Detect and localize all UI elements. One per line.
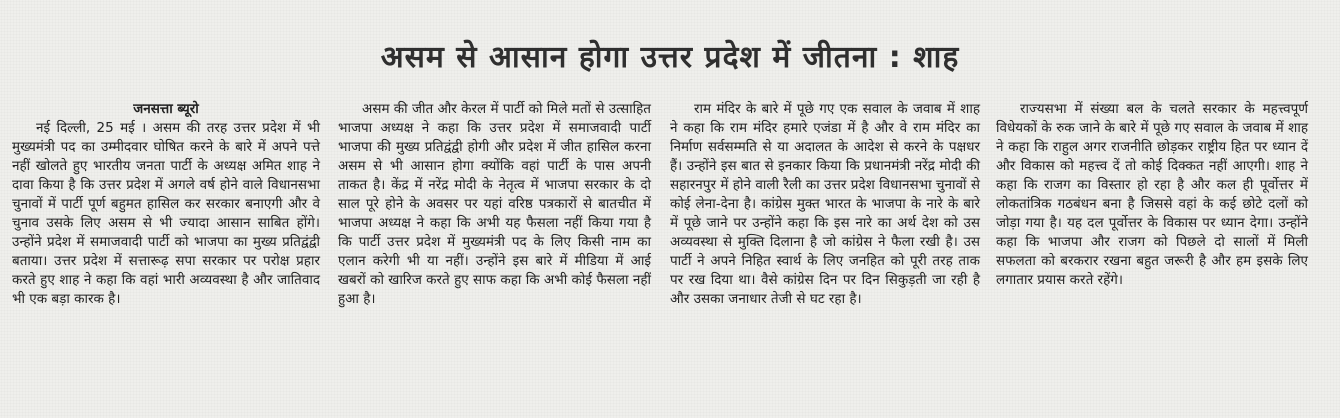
column-1-text: नई दिल्ली, 25 मई । असम की तरह उत्तर प्रदेश में भी मुख्यमंत्री पद का उम्मीदवार घोषित करने के बारे में अपने पत्ते नहीं खोलते हुए भारतीय जनता पार्टी के अध्यक्ष अमित शाह ने दावा किया है कि उत्तर प्रदेश में अगले वर्ष होने वाले विधानसभा चुनावों में पार्टी पूर्ण बहुमत हासिल कर सरकार बनाएगी और वे चुनाव उसके लिए असम से भी ज्यादा आसान साबित होंगे। उन्होंने प्रदेश में समाजवादी पार्टी को भाजपा का मुख्य प्रतिद्वंद्वी बताया। उत्तर प्रदेश में सत्तारूढ़ सपा सरकार पर परोक्ष प्रहार करते हुए शाह ने कहा कि वहां भारी अव्यवस्था है और जातिवाद भी एक बड़ा कारक है। xyxy=(12,120,320,307)
article-column-1 xyxy=(12,100,320,309)
column-2-text: असम की जीत और केरल में पार्टी को मिले मतों से उत्साहित भाजपा अध्यक्ष ने कहा कि उत्तर प्रदेश में समाजवादी पार्टी भाजपा की मुख्य प्रतिद्वंद्वी होगी और प्रदेश में जीत हासिल करना असम से भी आसान होगा क्योंकि वहां पार्टी के पास अपनी ताकत है। केंद्र में नरेंद्र मोदी के नेतृत्व में भाजपा सरकार के दो साल पूरे होने के अवसर पर यहां वरिष्ठ पत्रकारों से बातचीत में भाजपा अध्यक्ष ने कहा कि अभी यह फैसला नहीं किया गया है कि पार्टी उत्तर प्रदेश में मुख्यमंत्री पद के लिए किसी नाम का एलान करेगी भी या नहीं। उन्होंने इस बारे में मीडिया में आई खबरों को खारिज करते हुए साफ कहा कि अभी कोई फैसला नहीं हुआ है। xyxy=(338,101,651,307)
byline: जनसत्ता ब्यूरो xyxy=(133,101,199,117)
article-column-3 xyxy=(670,100,980,309)
column-3-text: राम मंदिर के बारे में पूछे गए एक सवाल के जवाब में शाह ने कहा कि राम मंदिर हमारे एजंडा में है और वे राम मंदिर का निर्माण सर्वसम्मति से या अदालत के आदेश से करने के पक्षधर हैं। उन्होंने इस बात से इनकार किया कि प्रधानमंत्री नरेंद्र मोदी की सहारनपुर में होने वाली रैली का उत्तर प्रदेश विधानसभा चुनावों से कोई लेना-देना है। कांग्रेस मुक्त भारत के भाजपा के नारे के बारे में पूछे जाने पर उन्होंने कहा कि इस नारे का अर्थ देश को उस अव्यवस्था से मुक्ति दिलाना है जो कांग्रेस ने फैला रखी है। उस पार्टी ने अपने निहित स्वार्थ के लिए जनहित को पूरी तरह ताक पर रख दिया था। वैसे कांग्रेस दिन पर दिन सिकुड़ती जा रही है और उसका जनाधार तेजी से घट रहा है। xyxy=(670,101,980,307)
column-4-text: राज्यसभा में संख्या बल के चलते सरकार के महत्त्वपूर्ण विधेयकों के रुक जाने के बारे में पूछे गए सवाल के जवाब में शाह ने कहा कि राहुल अगर राजनीति छोड़कर राष्ट्रीय हित पर ध्यान दें और विकास को महत्त्व दें तो कोई दिक्कत नहीं आएगी। शाह ने कहा कि राजग का विस्तार हो रहा है और कल ही पूर्वोत्तर में लोकतांत्रिक गठबंधन बना है जिससे वहां के कई छोटे दलों को जोड़ा गया है। यह दल पूर्वोत्तर के विकास पर ध्यान देगा। उन्होंने कहा कि भाजपा और राजग को पिछले दो सालों में मिली सफलता को बरकरार रखना बहुत जरूरी है और हम इसके लिए लगातार प्रयास करते रहेंगे। xyxy=(996,101,1308,288)
headline: असम से आसान होगा उत्तर प्रदेश में जीतना : शाह xyxy=(380,40,960,75)
article-column-2 xyxy=(338,100,651,309)
article-column-4 xyxy=(996,100,1308,290)
